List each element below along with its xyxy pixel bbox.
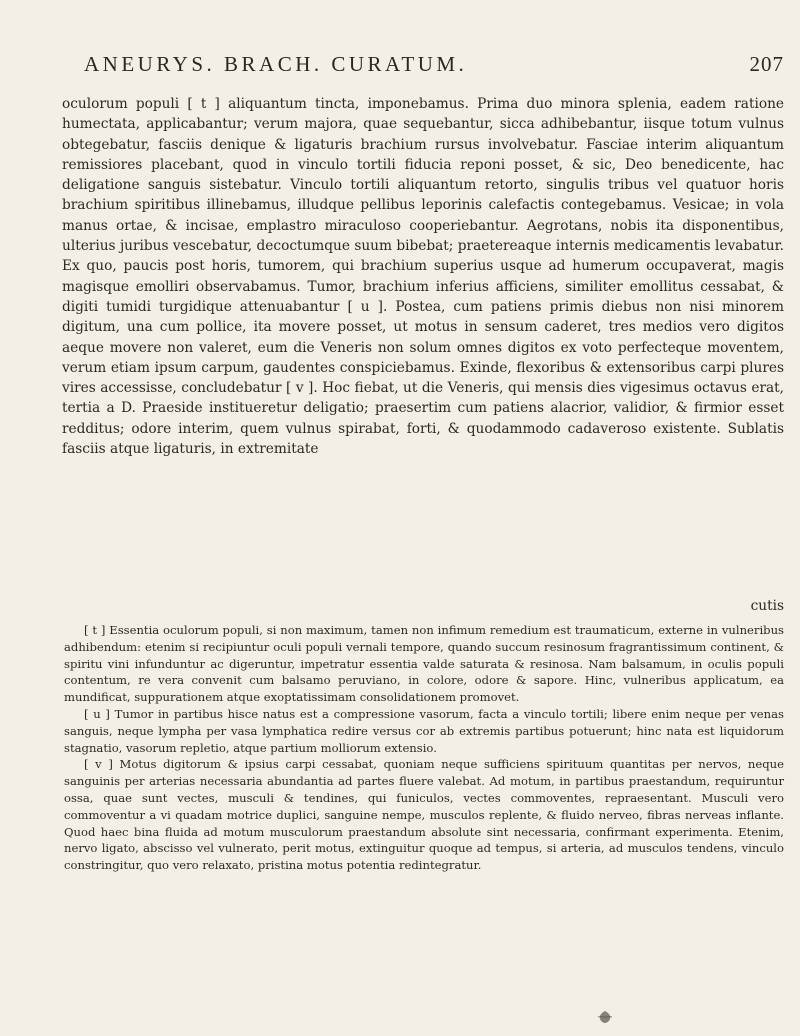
catchword: cutis — [750, 598, 784, 614]
page-header — [84, 52, 784, 86]
footnotes — [64, 622, 784, 874]
page-number: 207 — [749, 52, 784, 76]
running-head: ANEURYS. BRACH. CURATUM. — [84, 52, 468, 76]
footnote-u: [ u ] Tumor in partibus hisce natus est a compressione vasorum, facta a vinculo tortili; libere enim neque per venas sanguis, neque lympha per vasa lymphatica redire versus cor ab extremis partibus potuerunt; hinc nata est liquidorum stagnatio, vasorum repletio, atque partium molliorum extensio. — [64, 706, 784, 755]
body-paragraph: oculorum populi [ t ] aliquantum tincta, imponebamus. Prima duo minora splenia, eadem ratione humectata, applicabantur; verum majora, quae sequebantur, sicca adhibebantur, iisque totum vulnus obtegebatur, fasciis denique & ligaturis brachium rursus involvebatur. Fasciae interim aliquantum remissiores placebant, quod in vinculo tortili fiducia reponi posset, & sic, Deo benedicente, hac deligatione sanguis sistebatur. Vinculo tortili aliquantum retorto, singulis tribus vel quatuor horis brachium spiritibus illinebamus, illudque pellibus leporinis calefactis contegebamus. Vesicae; in vola manus ortae, & incisae, emplastro miraculoso cooperiebantur. Aegrotans, nobis ita disponentibus, ulterius juribus vescebatur, decoctumque suum bibebat; praetereaque internis medicamentis levabatur. Ex quo, paucis post horis, tumorem, qui brachium superius usque ad humerum occupaverat, magis magisque emolliri observabamus. Tumor, brachium inferius afficiens, similiter emollitus cessabat, & digiti tumidi turgidique attenuabantur [ u ]. Postea, cum patiens primis diebus non nisi minorem digitum, una cum pollice, ita movere posset, ut motus in sensum caderet, tres medios vero digitos aeque movere non valeret, eum die Veneris non solum omnes digitos ex voto perfecteque moventem, verum etiam ipsum carpum, gaudentes conspiciebamus. Exinde, flexoribus & extensoribus carpi plures vires accessisse, concludebatur [ v ]. Hoc fiebat, ut die Veneris, qui mensis dies vigesimus octavus erat, tertia a D. Praeside institueretur deligatio; praesertim cum patiens alacrior, validior, & firmior esset redditus; odore interim, quem vulnus spirabat, forti, & quodammodo cadaveroso existente. Sublatis fasciis atque ligaturis, in extremitate — [62, 96, 784, 458]
main-text — [62, 94, 784, 459]
printer-fleuron-icon — [596, 1010, 614, 1024]
footnote-v: [ v ] Motus digitorum & ipsius carpi cessabat, quoniam neque sufficiens spirituum quantitas per nervos, neque sanguinis per arterias necessaria abundantia ad partes fluere valebat. Ad motum, in partibus praestandum, requiruntur ossa, quae sunt vectes, musculi & tendines, qui funiculos, vectes commoventes, repraesentant. Musculi vero commoventur a vi quadam motrice duplici, sanguine nempe, musculos replente, & fluido nerveo, fibras nerveas inflante. Quod haec bina fluida ad motum musculorum praestandum absolute sint necessaria, confirmant experimenta. Etenim, nervo ligato, abscisso vel vulnerato, perit motus, extinguitur quoque ad tempus, si arteria, ad musculos tendens, vinculo constringitur, quo vero relaxato, pristina motus potentia redintegratur. — [64, 757, 784, 873]
footnote-t: [ t ] Essentia oculorum populi, si non maximum, tamen non infimum remedium est traumaticum, externe in vulneribus adhibendum: etenim si recipiuntur oculi populi vernali tempore, quando succum resinosum fragrantissimum continent, & spiritu vini infunduntur ac digeruntur, impetratur essentia valde saturata & resinosa. Nam balsamum, in oculis populi contentum, re vera convenit cum balsamo peruviano, in colore, odore & sapore. Hinc, vulneribus applicatum, ea mundificat, suppurationem atque exoptatissimam consolidationem promovet. — [64, 623, 784, 705]
